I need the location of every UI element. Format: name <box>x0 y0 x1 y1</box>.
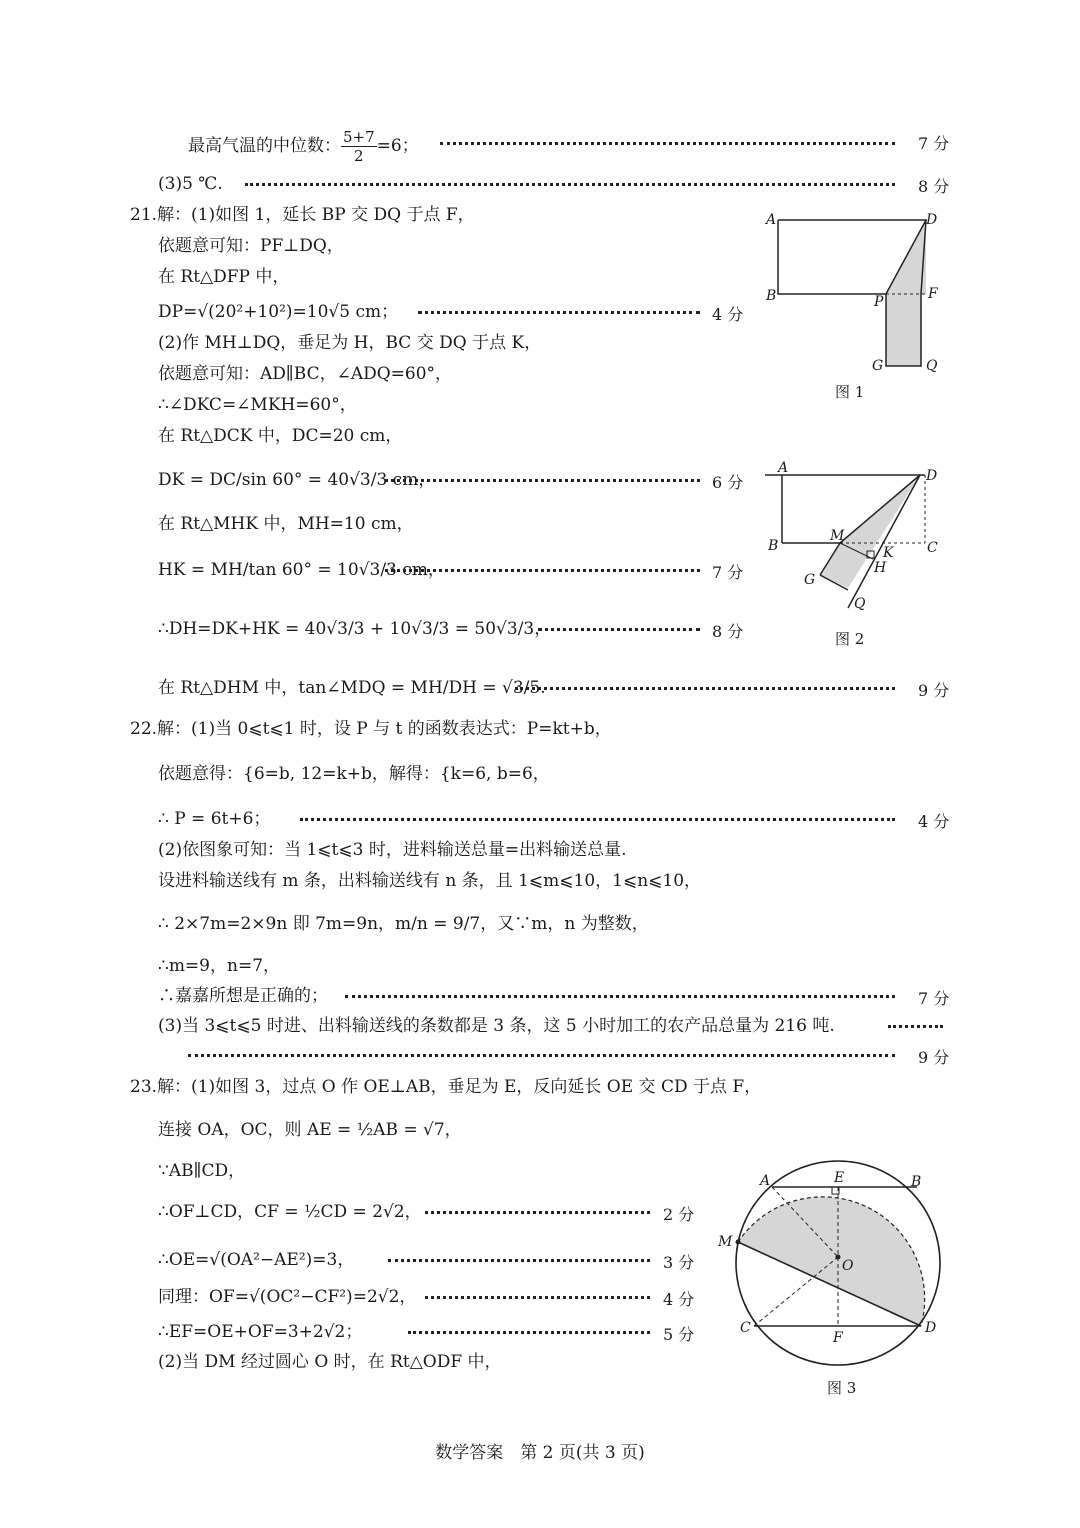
line: ∴OE=√(OA²−AE²)=3， <box>158 1250 355 1270</box>
line: 在 Rt△MHK 中，MH=10 cm， <box>158 514 414 534</box>
fig1-label-B: B <box>766 288 777 304</box>
fig3-point-M <box>736 1240 741 1245</box>
score: 5 分 <box>663 1325 695 1344</box>
fig1-shade-bottom <box>886 294 921 366</box>
leader-dots <box>388 1257 650 1262</box>
fig3-label-B: B <box>911 1174 922 1190</box>
fig3-label-O: O <box>842 1258 854 1274</box>
score: 9 分 <box>918 1048 950 1067</box>
figure-2-caption: 图 2 <box>835 630 865 648</box>
line: (2)当 DM 经过圆心 O 时，在 Rt△ODF 中， <box>158 1352 502 1372</box>
fig2-label-H: H <box>874 560 887 576</box>
leader-dots <box>408 1329 650 1334</box>
line: (2)依图象可知：当 1⩽t⩽3 时，进料输送总量=出料输送总量. <box>158 840 627 860</box>
score: 8 分 <box>918 177 950 196</box>
figure-3-caption: 图 3 <box>827 1379 857 1397</box>
fig3-center-point <box>836 1255 841 1260</box>
fig1-label-D: D <box>926 212 938 228</box>
q22-heading: 22.解：(1)当 0⩽t⩽1 时，设 P 与 t 的函数表达式：P=kt+b， <box>130 719 612 739</box>
figure-2 <box>760 460 950 620</box>
leader-dots <box>385 477 700 482</box>
leader-dots <box>538 626 700 631</box>
fig2-label-C: C <box>927 540 938 556</box>
fig3-label-F: F <box>833 1330 843 1346</box>
line: (2)作 MH⊥DQ，垂足为 H，BC 交 DQ 于点 K， <box>158 333 542 353</box>
score: 4 分 <box>663 1290 695 1309</box>
fig3-label-C: C <box>740 1320 751 1336</box>
fig2-label-M: M <box>830 528 845 544</box>
fig2-label-Q: Q <box>854 596 866 612</box>
leader-dots <box>418 309 700 314</box>
q23-heading: 23.解：(1)如图 3，过点 O 作 OE⊥AB，垂足为 E，反向延长 OE 交 CD 于点 F， <box>130 1077 762 1097</box>
line: ∴∠DKC=∠MKH=60°， <box>158 395 357 415</box>
score: 8 分 <box>712 622 744 641</box>
figure-3 <box>712 1160 962 1380</box>
line: 在 Rt△DHM 中，tan∠MDQ = MH/DH = √3/5. <box>158 678 546 698</box>
line: ∴DH=DK+HK = 40√3/3 + 10√3/3 = 50√3/3， <box>158 619 552 639</box>
fig3-shade <box>738 1197 925 1326</box>
q21-heading: 21.解：(1)如图 1，延长 BP 交 DQ 于点 F， <box>130 205 475 225</box>
leader-dots <box>188 1052 895 1057</box>
line: (3)当 3⩽t⩽5 时进、出料输送线的条数都是 3 条，这 5 小时加工的农产品总量为 216 吨. <box>158 1016 835 1036</box>
figure-1-caption: 图 1 <box>835 383 865 401</box>
score: 4 分 <box>712 305 744 324</box>
fig3-label-A: A <box>760 1173 771 1189</box>
fig1-label-P: P <box>874 294 884 310</box>
line: 依题意可知：AD∥BC，∠ADQ=60°， <box>158 364 453 384</box>
line: ∴ 2×7m=2×9n 即 7m=9n，m/n = 9/7，又∵m，n 为整数， <box>158 914 649 934</box>
score: 7 分 <box>918 134 950 153</box>
leader-dots <box>245 181 895 186</box>
line: 依题意可知：PF⊥DQ， <box>158 236 344 256</box>
leader-dots <box>515 685 895 690</box>
line: 依题意得：{6=b, 12=k+b，解得：{k=6, b=6， <box>158 764 550 784</box>
leader-dots <box>425 1209 650 1214</box>
fig3-label-D: D <box>925 1320 937 1336</box>
line-median: 最高气温的中位数： $\frac{5+7}{2}$ =6； <box>188 128 419 165</box>
line: ∴OF⊥CD，CF = ½CD = 2√2， <box>158 1202 422 1222</box>
line: 连接 OA，OC，则 AE = ½AB = √7， <box>158 1120 462 1140</box>
line: ∴EF=OE+OF=3+2√2； <box>158 1322 363 1342</box>
score: 9 分 <box>918 681 950 700</box>
line: ∴ P = 6t+6； <box>158 809 271 829</box>
line: ∴m=9，n=7， <box>158 956 281 976</box>
fig2-label-K: K <box>883 545 894 561</box>
score: 7 分 <box>918 989 950 1008</box>
score: 7 分 <box>712 563 744 582</box>
leader-dots <box>300 816 895 821</box>
line: DK = DC/sin 60° = 40√3/3 cm， <box>158 470 436 490</box>
fig2-label-D: D <box>926 468 938 484</box>
page-footer: 数学答案 第 2 页(共 3 页) <box>435 1443 645 1463</box>
fig2-label-A: A <box>778 460 789 476</box>
score: 3 分 <box>663 1253 695 1272</box>
line: ∵AB∥CD， <box>158 1161 246 1181</box>
score: 6 分 <box>712 473 744 492</box>
fig3-label-E: E <box>834 1170 845 1186</box>
line: 在 Rt△DFP 中， <box>158 267 290 287</box>
fig3-label-M: M <box>718 1234 733 1250</box>
leader-dots <box>425 1294 650 1299</box>
line: ∴嘉嘉所想是正确的； <box>158 986 328 1006</box>
fig1-label-A: A <box>766 212 777 228</box>
fig1-label-Q: Q <box>926 358 938 374</box>
score: 2 分 <box>663 1205 695 1224</box>
line: HK = MH/tan 60° = 10√3/3 cm， <box>158 560 445 580</box>
fig2-label-G: G <box>804 572 816 588</box>
figure-1 <box>760 208 950 378</box>
leader-dots <box>345 993 895 998</box>
fig1-label-G: G <box>872 358 884 374</box>
line: 设进料输送线有 m 条，出料输送线有 n 条，且 1⩽m⩽10，1⩽n⩽10， <box>158 871 702 891</box>
line: 同理：OF=√(OC²−CF²)=2√2， <box>158 1287 417 1307</box>
leader-dots <box>440 140 895 145</box>
score: 4 分 <box>918 812 950 831</box>
line: 在 Rt△DCK 中，DC=20 cm， <box>158 426 403 446</box>
leader-dots <box>888 1023 943 1028</box>
line: DP=√(20²+10²)=10√5 cm； <box>158 302 399 322</box>
line-l2: (3)5 ℃. <box>158 174 223 194</box>
fig1-label-F: F <box>928 286 938 302</box>
leader-dots <box>385 567 700 572</box>
fig2-label-B: B <box>768 538 779 554</box>
